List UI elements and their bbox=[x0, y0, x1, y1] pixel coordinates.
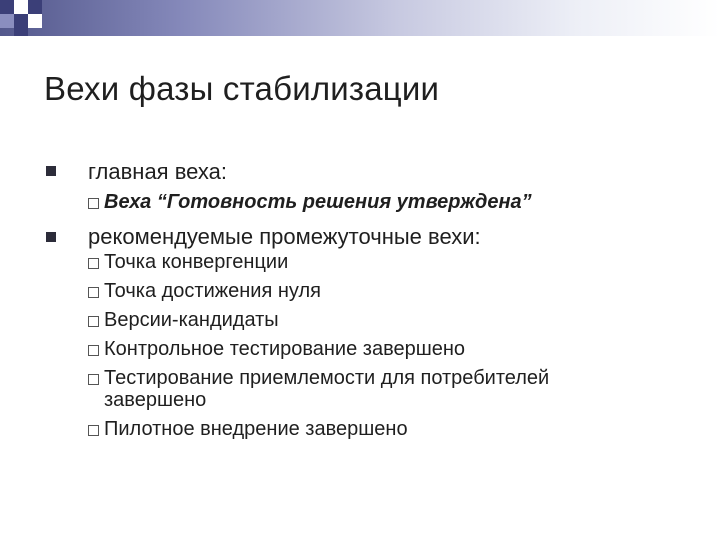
sub-bullet-checkbox-icon bbox=[88, 374, 99, 385]
bullet-main-milestone: главная веха: bbox=[88, 159, 228, 184]
sub-bullet-item: Точка достижения нуля bbox=[104, 280, 321, 302]
sub-bullet-checkbox-icon bbox=[88, 258, 99, 269]
sub-bullet-checkbox-icon bbox=[88, 425, 99, 436]
sub-bullet-item-continuation: завершено bbox=[104, 389, 207, 411]
corner-square bbox=[0, 0, 14, 14]
bullet-square-icon bbox=[46, 166, 56, 176]
corner-square bbox=[28, 0, 42, 14]
sub-bullet-item: Тестирование приемлемости для потребителей bbox=[104, 367, 550, 389]
corner-square bbox=[14, 0, 28, 14]
corner-square bbox=[28, 14, 42, 28]
header-band bbox=[0, 0, 720, 36]
sub-bullet-checkbox-icon bbox=[88, 287, 99, 298]
bullet-recommended-milestones: рекомендуемые промежуточные вехи: bbox=[88, 224, 481, 249]
sub-bullet-item: Пилотное внедрение завершено bbox=[104, 418, 408, 440]
sub-bullet-checkbox-icon bbox=[88, 316, 99, 327]
sub-bullet-item: Версии-кандидаты bbox=[104, 309, 279, 331]
bullet-square-icon bbox=[46, 232, 56, 242]
sub-bullet-main-milestone: Веха “Готовность решения утверждена” bbox=[104, 191, 532, 213]
sub-bullet-checkbox-icon bbox=[88, 345, 99, 356]
sub-bullet-item: Точка конвергенции bbox=[104, 251, 289, 273]
slide-title: Вехи фазы стабилизации bbox=[44, 70, 440, 107]
sub-bullet-item: Контрольное тестирование завершено bbox=[104, 338, 466, 360]
corner-square bbox=[0, 14, 14, 28]
corner-square bbox=[14, 28, 28, 36]
corner-square bbox=[14, 14, 28, 28]
sub-bullet-checkbox-icon bbox=[88, 198, 99, 209]
